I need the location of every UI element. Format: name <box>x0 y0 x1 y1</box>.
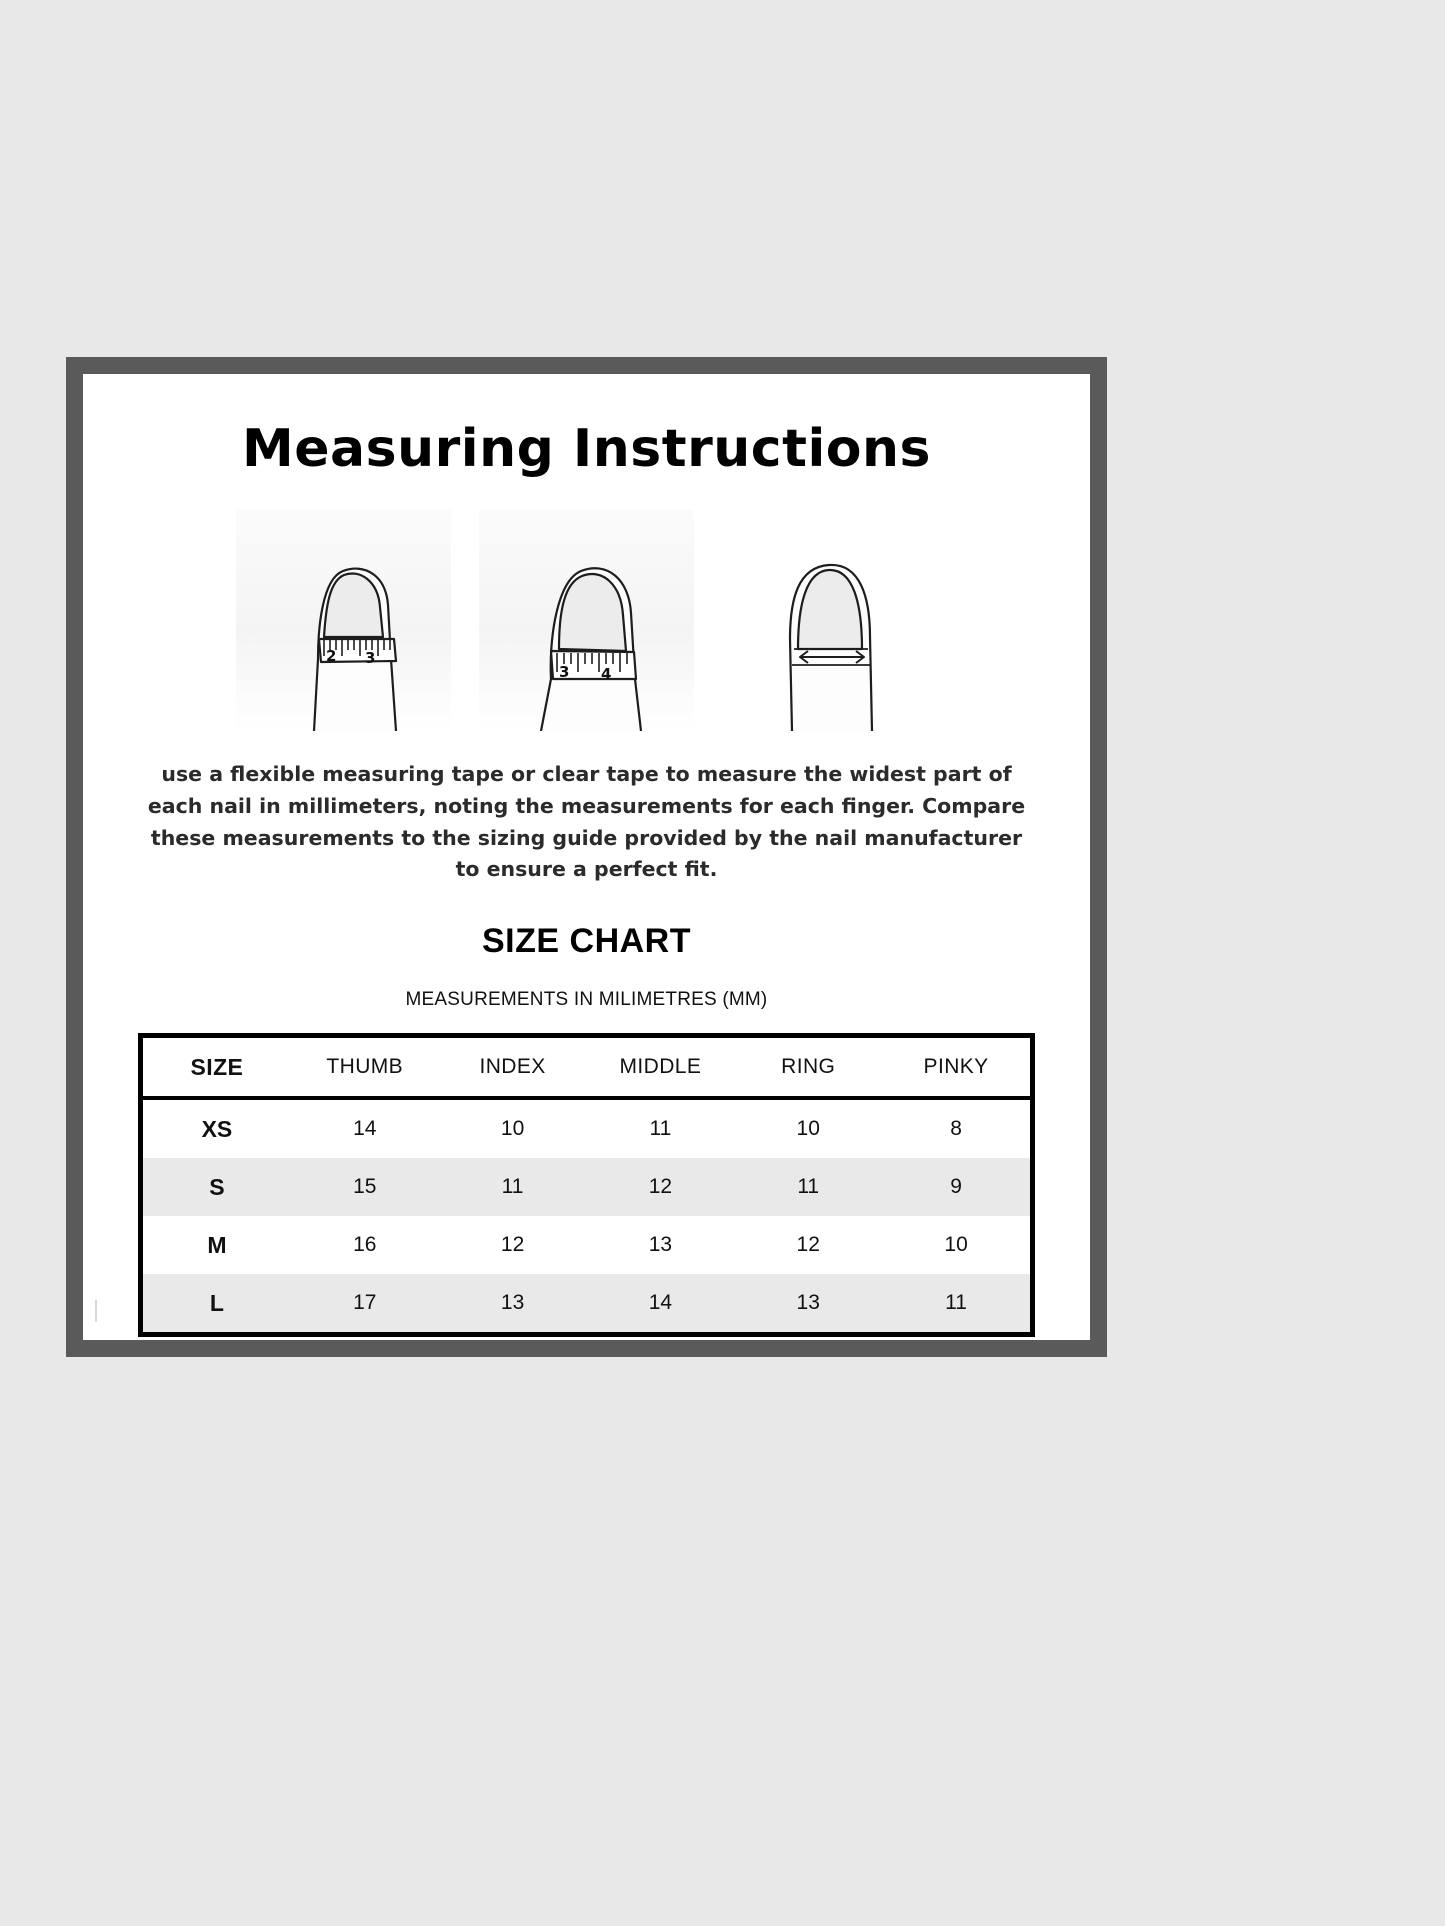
corner-mark <box>95 1300 97 1322</box>
cell-index: 12 <box>500 1233 525 1257</box>
card-frame <box>66 357 1107 1357</box>
cell-size: S <box>143 1158 291 1216</box>
size-chart-heading: SIZE CHART <box>482 922 691 961</box>
cell-thumb: 14 <box>353 1117 377 1141</box>
column-header-size: SIZE <box>143 1038 291 1098</box>
cell-size: XS <box>201 1115 233 1142</box>
cell-thumb: 17 <box>291 1274 439 1332</box>
figure-row <box>83 509 1090 731</box>
cell-ring: 12 <box>796 1233 820 1257</box>
column-header-middle: MIDDLE <box>586 1038 734 1098</box>
instructions-text: use a flexible measuring tape or clear tape to measure the widest part of each nail in millimeters, noting the measurements for each finger. Compare these measurements to the sizing guide provided by the nail manufacturer to ensure a perfect fit. <box>147 762 1026 882</box>
column-header-pinky: PINKY <box>882 1038 1030 1098</box>
cell-ring: 11 <box>734 1158 882 1216</box>
svg-text:2: 2 <box>326 647 337 665</box>
column-header-index: INDEX <box>439 1038 587 1098</box>
table-row <box>143 1216 1030 1274</box>
cell-middle: 12 <box>586 1158 734 1216</box>
table-body <box>143 1098 1030 1332</box>
cell-thumb: 16 <box>353 1233 377 1257</box>
cell-size: L <box>143 1274 291 1332</box>
svg-text:4: 4 <box>601 665 612 683</box>
cell-pinky: 8 <box>950 1117 962 1141</box>
finger-with-ruler-2-3-figure <box>236 509 451 731</box>
cell-ring: 13 <box>734 1274 882 1332</box>
cell-middle: 11 <box>649 1117 672 1141</box>
finger-with-width-arrow-figure <box>722 509 937 731</box>
cell-middle: 13 <box>648 1233 673 1257</box>
cell-thumb: 15 <box>291 1158 439 1216</box>
size-chart-table-wrapper <box>138 1033 1035 1337</box>
svg-text:3: 3 <box>559 663 570 681</box>
table-row <box>143 1098 1030 1158</box>
finger-with-ruler-3-4-figure <box>479 509 694 731</box>
page-title: Measuring Instructions <box>242 419 931 479</box>
cell-pinky: 10 <box>944 1233 968 1257</box>
card <box>83 374 1090 1340</box>
cell-index: 11 <box>439 1158 587 1216</box>
table-header <box>143 1038 1030 1098</box>
table-row <box>143 1274 1030 1332</box>
table-header-row <box>143 1038 1030 1098</box>
column-header-thumb: THUMB <box>291 1038 439 1098</box>
cell-index: 10 <box>500 1117 525 1141</box>
column-header-ring: RING <box>734 1038 882 1098</box>
size-chart-table <box>143 1038 1030 1332</box>
cell-pinky: 11 <box>882 1274 1030 1332</box>
cell-index: 13 <box>439 1274 587 1332</box>
cell-ring: 10 <box>796 1117 820 1141</box>
cell-pinky: 9 <box>882 1158 1030 1216</box>
table-row <box>143 1158 1030 1216</box>
cell-size: M <box>207 1231 227 1258</box>
measurement-unit-note: MEASUREMENTS IN MILIMETRES (MM) <box>405 989 768 1011</box>
cell-middle: 14 <box>586 1274 734 1332</box>
svg-text:3: 3 <box>365 649 376 667</box>
